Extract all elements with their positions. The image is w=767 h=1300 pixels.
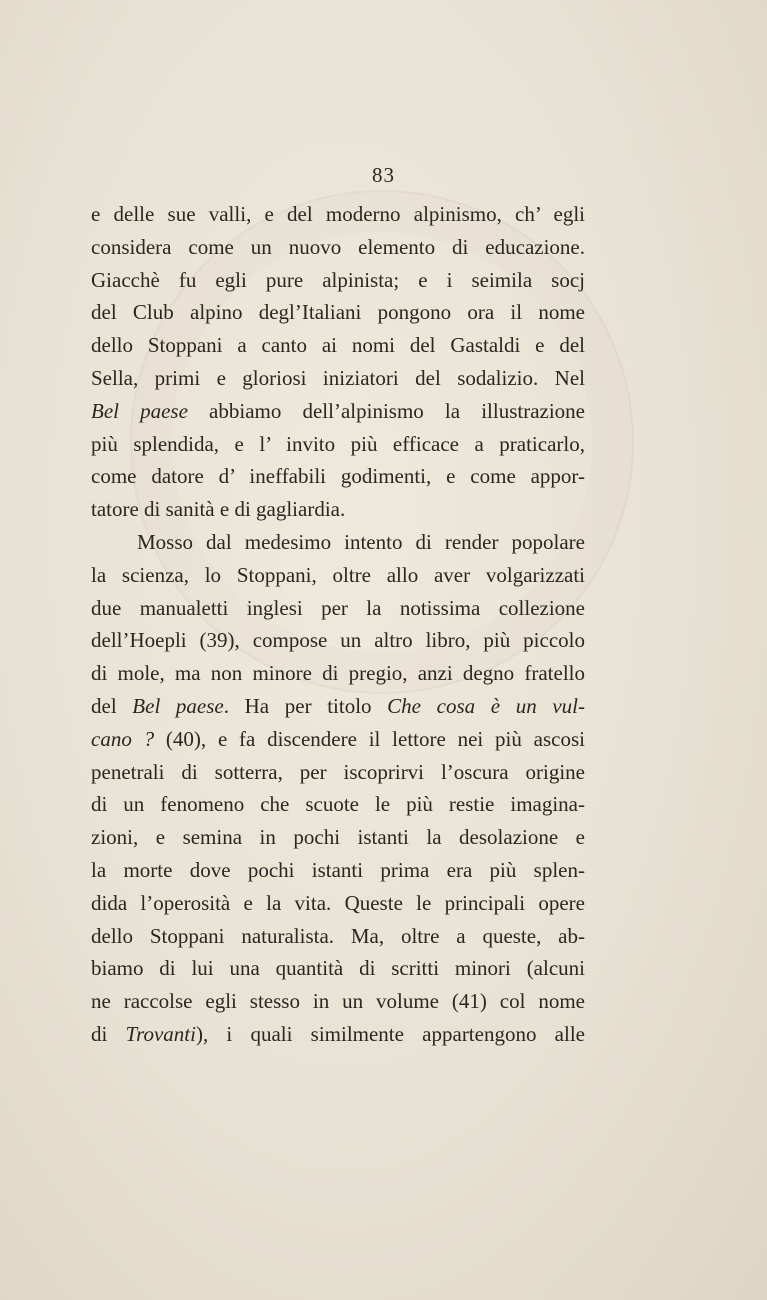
italic-title: Che cosa è un vul- — [387, 693, 586, 718]
text-line — [91, 264, 585, 297]
text-run: due manualetti inglesi per la notissima collezione — [91, 595, 585, 620]
text-line — [91, 362, 585, 395]
text-run: zioni, e semina in pochi istanti la desolazione e — [91, 825, 585, 850]
text-run: di un fenomeno che scuote le più restie imagina- — [91, 792, 585, 817]
text-line — [91, 395, 585, 428]
italic-title: Bel paese — [132, 693, 224, 718]
text-line — [91, 985, 585, 1018]
text-line — [91, 952, 585, 985]
text-line — [91, 592, 585, 625]
text-line — [91, 460, 585, 493]
text-line — [91, 657, 585, 690]
text-line — [91, 428, 585, 461]
text-run: la scienza, lo Stoppani, oltre allo aver volgarizzati — [91, 562, 585, 587]
text-line — [91, 821, 585, 854]
text-line — [91, 624, 585, 657]
text-line — [91, 788, 585, 821]
text-line — [91, 526, 585, 559]
text-run: del — [91, 693, 133, 718]
text-line — [91, 329, 585, 362]
text-line — [91, 231, 585, 264]
text-run: di — [91, 1021, 126, 1046]
text-line — [91, 723, 585, 756]
text-run: ne raccolse egli stesso in un volume (41) col nome — [91, 989, 585, 1014]
text-run: . Ha per titolo — [223, 693, 388, 718]
text-line — [91, 559, 585, 592]
text-line — [91, 854, 585, 887]
body-text — [91, 198, 585, 1051]
text-line — [91, 920, 585, 953]
text-run: tatore di sanità e di gagliardia. — [91, 497, 346, 522]
text-line — [91, 198, 585, 231]
text-line — [91, 493, 585, 526]
text-run: dida l’operosità e la vita. Queste le principali opere — [91, 890, 585, 915]
text-run: abbiamo dell’alpinismo la illustrazione — [187, 398, 585, 423]
italic-title: Trovanti — [125, 1021, 196, 1046]
text-line — [91, 887, 585, 920]
text-run: del Club alpino degl’Italiani pongono ora il nome — [91, 300, 585, 325]
italic-title: cano ? — [91, 726, 155, 751]
text-line — [91, 756, 585, 789]
page-number: 83 — [372, 163, 395, 187]
text-run: penetrali di sotterra, per iscoprirvi l’oscura origine — [91, 759, 585, 784]
text-line — [91, 690, 585, 723]
text-run: Sella, primi e gloriosi iniziatori del sodalizio. Nel — [91, 365, 585, 390]
text-run: (40), e fa discendere il lettore nei più ascosi — [154, 726, 585, 751]
text-run: Mosso dal medesimo intento di render popolare — [137, 529, 585, 554]
text-run: dello Stoppani a canto ai nomi del Gastaldi e del — [91, 333, 585, 358]
text-run: biamo di lui una quantità di scritti minori (alcuni — [91, 956, 585, 981]
italic-title: Bel paese — [91, 398, 188, 423]
text-line — [91, 296, 585, 329]
text-run: come datore d’ ineffabili godimenti, e come appor- — [91, 464, 585, 489]
text-run: considera come un nuovo elemento di educazione. — [91, 234, 585, 259]
text-run: la morte dove pochi istanti prima era più splen- — [91, 857, 585, 882]
text-run: di mole, ma non minore di pregio, anzi degno fratello — [91, 661, 585, 686]
text-run: ), i quali similmente appartengono alle — [195, 1021, 585, 1046]
text-run: Giacchè fu egli pure alpinista; e i seimila socj — [91, 267, 585, 292]
text-run: dello Stoppani naturalista. Ma, oltre a queste, ab- — [91, 923, 585, 948]
text-run: dell’Hoepli (39), compose un altro libro, più piccolo — [91, 628, 585, 653]
text-line — [91, 1018, 585, 1051]
text-run: e delle sue valli, e del moderno alpinismo, ch’ egli — [91, 202, 585, 226]
text-run: più splendida, e l’ invito più efficace a praticarlo, — [91, 431, 585, 456]
